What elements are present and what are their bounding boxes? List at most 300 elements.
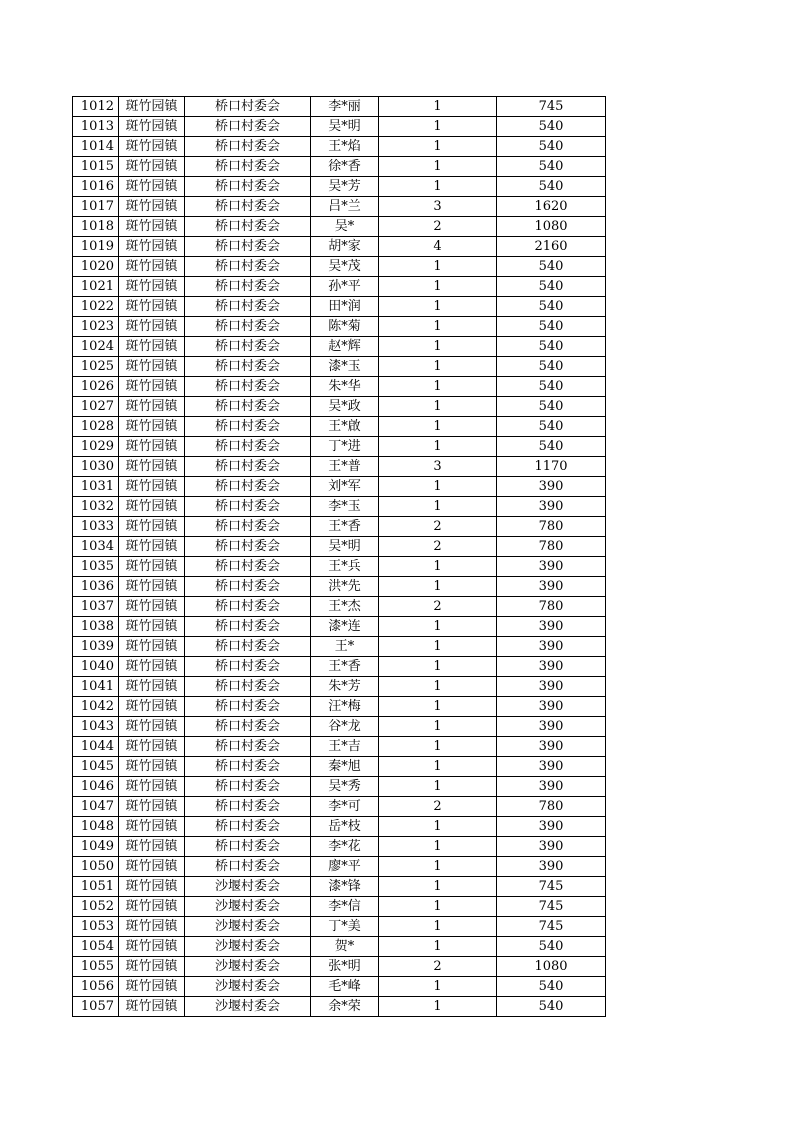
town-cell: 斑竹园镇: [119, 617, 185, 637]
count-cell: 1: [379, 397, 497, 417]
town-cell: 斑竹园镇: [119, 917, 185, 937]
amount-cell: 780: [497, 797, 606, 817]
village-cell: 沙堰村委会: [185, 957, 311, 977]
row-number-cell: 1039: [73, 637, 119, 657]
data-table: [72, 96, 606, 1017]
count-cell: 1: [379, 477, 497, 497]
row-number-cell: 1026: [73, 377, 119, 397]
table-row: [73, 97, 606, 117]
village-cell: 桥口村委会: [185, 397, 311, 417]
table-row: [73, 137, 606, 157]
village-cell: 桥口村委会: [185, 97, 311, 117]
town-cell: 斑竹园镇: [119, 397, 185, 417]
village-cell: 桥口村委会: [185, 677, 311, 697]
table-row: [73, 417, 606, 437]
village-cell: 桥口村委会: [185, 757, 311, 777]
amount-cell: 745: [497, 917, 606, 937]
row-number-cell: 1051: [73, 877, 119, 897]
town-cell: 斑竹园镇: [119, 857, 185, 877]
amount-cell: 540: [497, 977, 606, 997]
town-cell: 斑竹园镇: [119, 537, 185, 557]
town-cell: 斑竹园镇: [119, 477, 185, 497]
name-cell: 毛*峰: [311, 977, 379, 997]
town-cell: 斑竹园镇: [119, 777, 185, 797]
amount-cell: 390: [497, 677, 606, 697]
name-cell: 吴*芳: [311, 177, 379, 197]
table-row: [73, 557, 606, 577]
name-cell: 田*润: [311, 297, 379, 317]
name-cell: 李*信: [311, 897, 379, 917]
table-row: [73, 997, 606, 1017]
row-number-cell: 1036: [73, 577, 119, 597]
village-cell: 桥口村委会: [185, 437, 311, 457]
village-cell: 桥口村委会: [185, 177, 311, 197]
table-row: [73, 277, 606, 297]
row-number-cell: 1045: [73, 757, 119, 777]
table-row: [73, 257, 606, 277]
count-cell: 1: [379, 497, 497, 517]
village-cell: 桥口村委会: [185, 817, 311, 837]
table-row: [73, 817, 606, 837]
town-cell: 斑竹园镇: [119, 937, 185, 957]
name-cell: 王*香: [311, 657, 379, 677]
town-cell: 斑竹园镇: [119, 717, 185, 737]
town-cell: 斑竹园镇: [119, 637, 185, 657]
village-cell: 桥口村委会: [185, 657, 311, 677]
row-number-cell: 1044: [73, 737, 119, 757]
table-row: [73, 237, 606, 257]
count-cell: 1: [379, 697, 497, 717]
name-cell: 朱*华: [311, 377, 379, 397]
table-row: [73, 357, 606, 377]
table-row: [73, 917, 606, 937]
row-number-cell: 1043: [73, 717, 119, 737]
town-cell: 斑竹园镇: [119, 577, 185, 597]
name-cell: 王*香: [311, 517, 379, 537]
name-cell: 胡*家: [311, 237, 379, 257]
row-number-cell: 1018: [73, 217, 119, 237]
count-cell: 1: [379, 837, 497, 857]
count-cell: 1: [379, 877, 497, 897]
table-row: [73, 877, 606, 897]
town-cell: 斑竹园镇: [119, 297, 185, 317]
town-cell: 斑竹园镇: [119, 817, 185, 837]
town-cell: 斑竹园镇: [119, 517, 185, 537]
amount-cell: 1080: [497, 217, 606, 237]
amount-cell: 540: [497, 297, 606, 317]
name-cell: 孙*平: [311, 277, 379, 297]
row-number-cell: 1025: [73, 357, 119, 377]
row-number-cell: 1032: [73, 497, 119, 517]
town-cell: 斑竹园镇: [119, 597, 185, 617]
count-cell: 2: [379, 797, 497, 817]
amount-cell: 390: [497, 837, 606, 857]
village-cell: 桥口村委会: [185, 317, 311, 337]
row-number-cell: 1031: [73, 477, 119, 497]
amount-cell: 390: [497, 577, 606, 597]
amount-cell: 390: [497, 497, 606, 517]
name-cell: 吕*兰: [311, 197, 379, 217]
row-number-cell: 1046: [73, 777, 119, 797]
village-cell: 桥口村委会: [185, 597, 311, 617]
table-row: [73, 657, 606, 677]
table-row: [73, 317, 606, 337]
town-cell: 斑竹园镇: [119, 757, 185, 777]
town-cell: 斑竹园镇: [119, 457, 185, 477]
name-cell: 吴*秀: [311, 777, 379, 797]
row-number-cell: 1047: [73, 797, 119, 817]
row-number-cell: 1056: [73, 977, 119, 997]
count-cell: 1: [379, 277, 497, 297]
count-cell: 1: [379, 937, 497, 957]
name-cell: 王*焰: [311, 137, 379, 157]
row-number-cell: 1027: [73, 397, 119, 417]
count-cell: 1: [379, 117, 497, 137]
table-row: [73, 937, 606, 957]
count-cell: 1: [379, 317, 497, 337]
row-number-cell: 1013: [73, 117, 119, 137]
town-cell: 斑竹园镇: [119, 317, 185, 337]
town-cell: 斑竹园镇: [119, 437, 185, 457]
town-cell: 斑竹园镇: [119, 997, 185, 1017]
town-cell: 斑竹园镇: [119, 697, 185, 717]
row-number-cell: 1053: [73, 917, 119, 937]
table-row: [73, 297, 606, 317]
name-cell: 谷*龙: [311, 717, 379, 737]
town-cell: 斑竹园镇: [119, 157, 185, 177]
name-cell: 王*: [311, 637, 379, 657]
town-cell: 斑竹园镇: [119, 677, 185, 697]
table-body: [73, 97, 606, 1017]
village-cell: 桥口村委会: [185, 697, 311, 717]
table-row: [73, 977, 606, 997]
village-cell: 桥口村委会: [185, 157, 311, 177]
name-cell: 汪*梅: [311, 697, 379, 717]
name-cell: 秦*旭: [311, 757, 379, 777]
amount-cell: 540: [497, 277, 606, 297]
table-row: [73, 777, 606, 797]
name-cell: 吴*政: [311, 397, 379, 417]
name-cell: 岳*枝: [311, 817, 379, 837]
village-cell: 桥口村委会: [185, 117, 311, 137]
amount-cell: 390: [497, 857, 606, 877]
village-cell: 桥口村委会: [185, 797, 311, 817]
row-number-cell: 1017: [73, 197, 119, 217]
town-cell: 斑竹园镇: [119, 357, 185, 377]
count-cell: 1: [379, 377, 497, 397]
amount-cell: 390: [497, 557, 606, 577]
count-cell: 1: [379, 997, 497, 1017]
village-cell: 桥口村委会: [185, 517, 311, 537]
name-cell: 吴*明: [311, 537, 379, 557]
amount-cell: 540: [497, 377, 606, 397]
table-row: [73, 617, 606, 637]
village-cell: 桥口村委会: [185, 837, 311, 857]
village-cell: 桥口村委会: [185, 417, 311, 437]
table-row: [73, 897, 606, 917]
table-row: [73, 517, 606, 537]
amount-cell: 540: [497, 177, 606, 197]
village-cell: 桥口村委会: [185, 617, 311, 637]
count-cell: 1: [379, 617, 497, 637]
amount-cell: 390: [497, 617, 606, 637]
village-cell: 桥口村委会: [185, 197, 311, 217]
name-cell: 廖*平: [311, 857, 379, 877]
village-cell: 桥口村委会: [185, 577, 311, 597]
town-cell: 斑竹园镇: [119, 737, 185, 757]
row-number-cell: 1040: [73, 657, 119, 677]
name-cell: 漆*连: [311, 617, 379, 637]
town-cell: 斑竹园镇: [119, 977, 185, 997]
name-cell: 丁*美: [311, 917, 379, 937]
name-cell: 徐*香: [311, 157, 379, 177]
table-row: [73, 157, 606, 177]
town-cell: 斑竹园镇: [119, 377, 185, 397]
village-cell: 桥口村委会: [185, 137, 311, 157]
count-cell: 1: [379, 777, 497, 797]
count-cell: 3: [379, 457, 497, 477]
count-cell: 1: [379, 577, 497, 597]
village-cell: 沙堰村委会: [185, 997, 311, 1017]
row-number-cell: 1038: [73, 617, 119, 637]
village-cell: 沙堰村委会: [185, 917, 311, 937]
amount-cell: 390: [497, 477, 606, 497]
amount-cell: 540: [497, 417, 606, 437]
town-cell: 斑竹园镇: [119, 277, 185, 297]
count-cell: 1: [379, 137, 497, 157]
count-cell: 1: [379, 637, 497, 657]
row-number-cell: 1055: [73, 957, 119, 977]
table-row: [73, 737, 606, 757]
count-cell: 1: [379, 897, 497, 917]
row-number-cell: 1029: [73, 437, 119, 457]
town-cell: 斑竹园镇: [119, 337, 185, 357]
amount-cell: 390: [497, 737, 606, 757]
town-cell: 斑竹园镇: [119, 657, 185, 677]
row-number-cell: 1049: [73, 837, 119, 857]
name-cell: 张*明: [311, 957, 379, 977]
row-number-cell: 1050: [73, 857, 119, 877]
amount-cell: 390: [497, 637, 606, 657]
row-number-cell: 1024: [73, 337, 119, 357]
village-cell: 桥口村委会: [185, 457, 311, 477]
amount-cell: 540: [497, 397, 606, 417]
amount-cell: 390: [497, 777, 606, 797]
name-cell: 贺*: [311, 937, 379, 957]
town-cell: 斑竹园镇: [119, 197, 185, 217]
table-row: [73, 537, 606, 557]
count-cell: 1: [379, 297, 497, 317]
row-number-cell: 1033: [73, 517, 119, 537]
town-cell: 斑竹园镇: [119, 217, 185, 237]
town-cell: 斑竹园镇: [119, 257, 185, 277]
count-cell: 1: [379, 977, 497, 997]
count-cell: 1: [379, 917, 497, 937]
town-cell: 斑竹园镇: [119, 797, 185, 817]
table-row: [73, 497, 606, 517]
table-row: [73, 717, 606, 737]
row-number-cell: 1042: [73, 697, 119, 717]
table-row: [73, 577, 606, 597]
count-cell: 1: [379, 757, 497, 777]
row-number-cell: 1019: [73, 237, 119, 257]
name-cell: 李*可: [311, 797, 379, 817]
row-number-cell: 1057: [73, 997, 119, 1017]
village-cell: 桥口村委会: [185, 277, 311, 297]
town-cell: 斑竹园镇: [119, 877, 185, 897]
row-number-cell: 1034: [73, 537, 119, 557]
town-cell: 斑竹园镇: [119, 137, 185, 157]
amount-cell: 540: [497, 437, 606, 457]
village-cell: 沙堰村委会: [185, 897, 311, 917]
table-row: [73, 697, 606, 717]
name-cell: 李*丽: [311, 97, 379, 117]
name-cell: 吴*: [311, 217, 379, 237]
table-row: [73, 757, 606, 777]
row-number-cell: 1037: [73, 597, 119, 617]
row-number-cell: 1022: [73, 297, 119, 317]
table-row: [73, 437, 606, 457]
name-cell: 王*啟: [311, 417, 379, 437]
amount-cell: 390: [497, 697, 606, 717]
count-cell: 1: [379, 257, 497, 277]
amount-cell: 1170: [497, 457, 606, 477]
village-cell: 桥口村委会: [185, 217, 311, 237]
name-cell: 刘*军: [311, 477, 379, 497]
name-cell: 李*花: [311, 837, 379, 857]
name-cell: 漆*锋: [311, 877, 379, 897]
table-row: [73, 217, 606, 237]
count-cell: 1: [379, 657, 497, 677]
table-row: [73, 477, 606, 497]
count-cell: 2: [379, 597, 497, 617]
row-number-cell: 1015: [73, 157, 119, 177]
amount-cell: 390: [497, 817, 606, 837]
count-cell: 1: [379, 177, 497, 197]
count-cell: 1: [379, 437, 497, 457]
table-row: [73, 597, 606, 617]
count-cell: 3: [379, 197, 497, 217]
town-cell: 斑竹园镇: [119, 117, 185, 137]
row-number-cell: 1041: [73, 677, 119, 697]
town-cell: 斑竹园镇: [119, 97, 185, 117]
amount-cell: 540: [497, 997, 606, 1017]
count-cell: 1: [379, 737, 497, 757]
amount-cell: 1620: [497, 197, 606, 217]
count-cell: 2: [379, 217, 497, 237]
town-cell: 斑竹园镇: [119, 177, 185, 197]
count-cell: 4: [379, 237, 497, 257]
name-cell: 陈*菊: [311, 317, 379, 337]
amount-cell: 780: [497, 537, 606, 557]
amount-cell: 540: [497, 937, 606, 957]
row-number-cell: 1048: [73, 817, 119, 837]
row-number-cell: 1054: [73, 937, 119, 957]
amount-cell: 540: [497, 257, 606, 277]
name-cell: 王*兵: [311, 557, 379, 577]
table-row: [73, 837, 606, 857]
amount-cell: 540: [497, 337, 606, 357]
town-cell: 斑竹园镇: [119, 417, 185, 437]
table-row: [73, 797, 606, 817]
village-cell: 桥口村委会: [185, 477, 311, 497]
name-cell: 吴*明: [311, 117, 379, 137]
name-cell: 余*荣: [311, 997, 379, 1017]
name-cell: 王*吉: [311, 737, 379, 757]
town-cell: 斑竹园镇: [119, 897, 185, 917]
town-cell: 斑竹园镇: [119, 557, 185, 577]
amount-cell: 540: [497, 357, 606, 377]
row-number-cell: 1023: [73, 317, 119, 337]
count-cell: 1: [379, 157, 497, 177]
village-cell: 桥口村委会: [185, 857, 311, 877]
row-number-cell: 1016: [73, 177, 119, 197]
village-cell: 桥口村委会: [185, 737, 311, 757]
count-cell: 1: [379, 357, 497, 377]
count-cell: 1: [379, 97, 497, 117]
name-cell: 李*玉: [311, 497, 379, 517]
table-row: [73, 377, 606, 397]
town-cell: 斑竹园镇: [119, 497, 185, 517]
village-cell: 桥口村委会: [185, 637, 311, 657]
row-number-cell: 1020: [73, 257, 119, 277]
village-cell: 桥口村委会: [185, 717, 311, 737]
amount-cell: 745: [497, 897, 606, 917]
amount-cell: 745: [497, 97, 606, 117]
village-cell: 沙堰村委会: [185, 937, 311, 957]
village-cell: 桥口村委会: [185, 237, 311, 257]
village-cell: 桥口村委会: [185, 257, 311, 277]
row-number-cell: 1028: [73, 417, 119, 437]
town-cell: 斑竹园镇: [119, 237, 185, 257]
village-cell: 沙堰村委会: [185, 877, 311, 897]
table-row: [73, 177, 606, 197]
row-number-cell: 1014: [73, 137, 119, 157]
row-number-cell: 1052: [73, 897, 119, 917]
name-cell: 漆*玉: [311, 357, 379, 377]
village-cell: 桥口村委会: [185, 537, 311, 557]
village-cell: 桥口村委会: [185, 377, 311, 397]
count-cell: 1: [379, 677, 497, 697]
table-row: [73, 337, 606, 357]
amount-cell: 390: [497, 717, 606, 737]
row-number-cell: 1012: [73, 97, 119, 117]
village-cell: 沙堰村委会: [185, 977, 311, 997]
table-row: [73, 117, 606, 137]
amount-cell: 540: [497, 157, 606, 177]
count-cell: 2: [379, 517, 497, 537]
count-cell: 1: [379, 717, 497, 737]
table-row: [73, 457, 606, 477]
table-row: [73, 677, 606, 697]
amount-cell: 780: [497, 517, 606, 537]
table-row: [73, 397, 606, 417]
name-cell: 王*普: [311, 457, 379, 477]
count-cell: 1: [379, 417, 497, 437]
village-cell: 桥口村委会: [185, 337, 311, 357]
amount-cell: 540: [497, 317, 606, 337]
amount-cell: 540: [497, 137, 606, 157]
table-row: [73, 637, 606, 657]
amount-cell: 390: [497, 757, 606, 777]
count-cell: 1: [379, 857, 497, 877]
town-cell: 斑竹园镇: [119, 837, 185, 857]
amount-cell: 540: [497, 117, 606, 137]
village-cell: 桥口村委会: [185, 497, 311, 517]
name-cell: 赵*辉: [311, 337, 379, 357]
row-number-cell: 1035: [73, 557, 119, 577]
table-row: [73, 957, 606, 977]
